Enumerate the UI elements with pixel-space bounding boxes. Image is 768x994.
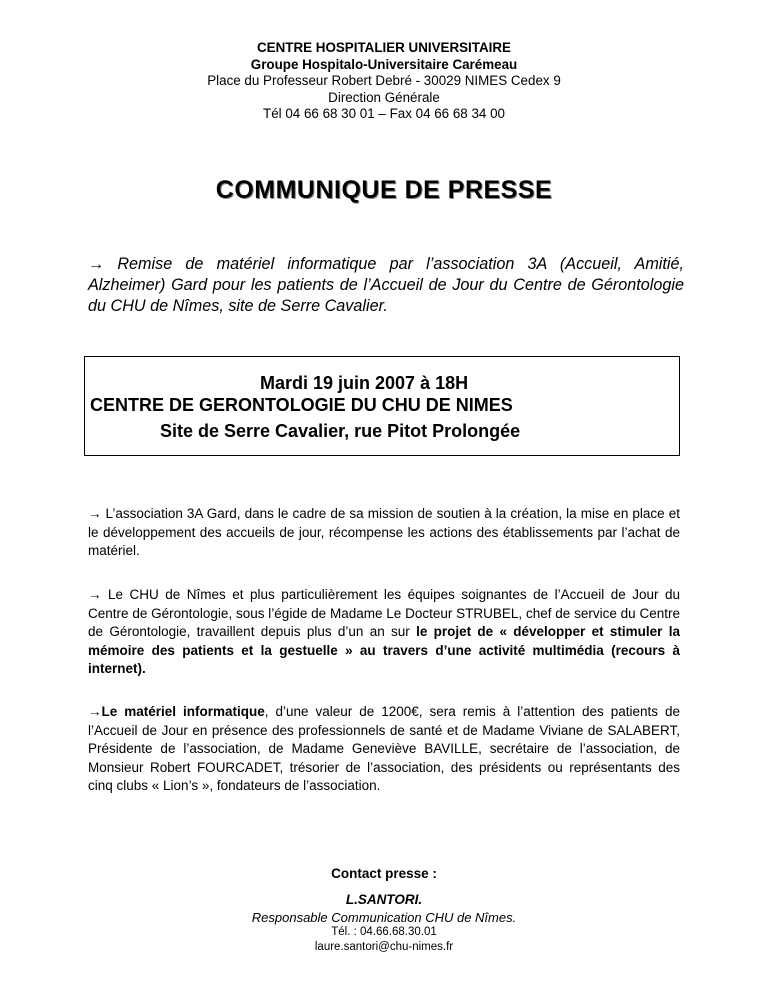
event-date: Mardi 19 juin 2007 à 18H <box>260 373 469 393</box>
arrow-icon: → <box>88 255 105 273</box>
contact-name: L.SANTORI. <box>345 892 423 907</box>
event-box <box>84 356 680 456</box>
contact-phone: Tél. : 04.66.68.30.01 <box>331 926 437 938</box>
subject-text: Remise de matériel informatique par l’association 3A (Accueil, Amitié, Alzheimer) Gard pour les patients de l’Accueil de Jour du Centre de Gérontologie du CHU de Nîmes, site de Serre Cavalier. <box>88 255 684 315</box>
paragraph-association: → L’association 3A Gard, dans le cadre de sa mission de soutien à la création, la mise en place et le développement des accueils de jour, récompense les actions des établissements par l’achat de matériel. <box>88 506 680 558</box>
arrow-icon: → <box>88 704 102 719</box>
project-highlight: le projet de « développer et stimuler la mémoire des patients et la gestuelle » au travers d’une activité multimédia (recours à internet). <box>88 624 680 676</box>
equipment-highlight: Le matériel informatique <box>101 704 265 719</box>
paragraph-project <box>88 586 680 679</box>
paragraph-equipment <box>88 703 680 796</box>
subject-paragraph <box>88 254 684 317</box>
page-title: COMMUNIQUE DE PRESSE <box>215 176 553 204</box>
equipment-text: , d’une valeur de 1200€, sera remis à l’attention des patients de l’Accueil de Jour en présence des professionnels de santé et de Madame Viviane de SALABERT, Présidente de l’association, de Madame Geneviève BAVILLE, secrétaire de l’association, de Monsieur Robert FOURCADET, trésorier de l’association, des présidents ou représentants des cinq clubs « Lion’s », fondateurs de l’association. <box>88 704 680 793</box>
event-address: Site de Serre Cavalier, rue Pitot Prolongée <box>160 421 521 441</box>
contact-heading: Contact presse : <box>331 866 437 881</box>
address-line: Place du Professeur Robert Debré - 30029 NIMES Cedex 9 <box>207 73 561 88</box>
group-name: Groupe Hospitalo-Universitaire Carémeau <box>250 56 518 72</box>
event-place: CENTRE DE GERONTOLOGIE DU CHU DE NIMES <box>90 395 513 415</box>
contact-email[interactable]: laure.santori@chu-nimes.fr <box>314 941 454 953</box>
project-text: → Le CHU de Nîmes et plus particulièrement les équipes soignantes de l’Accueil de Jour du Centre de Gérontologie, sous l’égide de Madame Le Docteur STRUBEL, chef de service du Centre de Gérontologie, travaillent depuis plus d’un an sur <box>88 587 680 639</box>
institution-name: CENTRE HOSPITALIER UNIVERSITAIRE <box>257 40 511 55</box>
contact-role: Responsable Communication CHU de Nîmes. <box>251 910 517 925</box>
phone-fax-line: Tél 04 66 68 30 01 – Fax 04 66 68 34 00 <box>263 106 505 121</box>
letterhead <box>0 40 768 123</box>
department-line: Direction Générale <box>328 89 440 105</box>
